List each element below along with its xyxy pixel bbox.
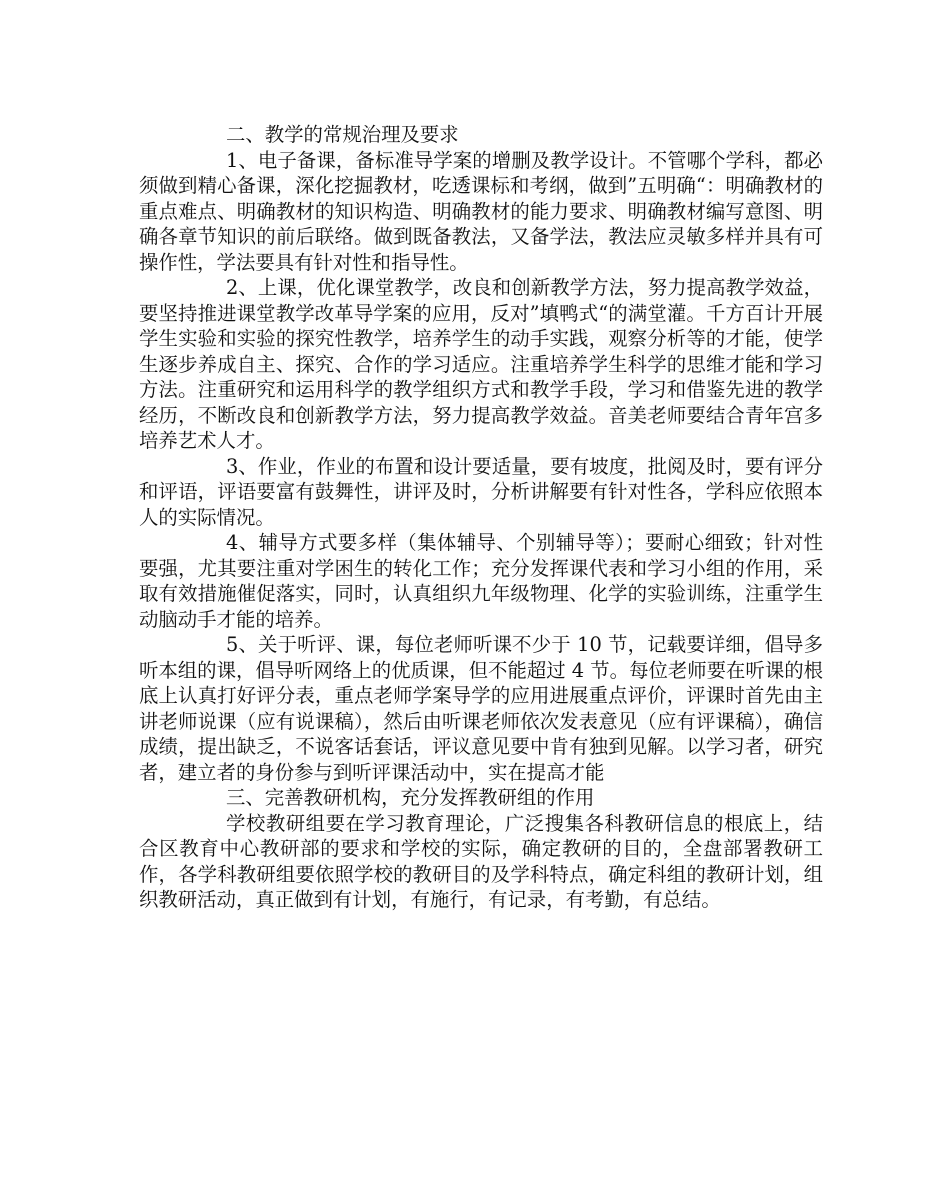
paragraph-classroom-teaching: 2、上课，优化课堂教学，改良和创新教学方法，努力提高教学效益，要坚持推进课堂教学改革导学案的应用，反对”填鸭式“的满堂灌。千方百计开展学生实验和实验的探究性教学，培养学生的动手实践，观察分析等的才能，使学生逐步养成自主、探究、合作的学习适应。注重培养学生科学的思维才能和学习方法。注重研究和运用科学的教学组织方式和教学手段，学习和借鉴先进的教学经历，不断改良和创新教学方法，努力提高教学效益。音美老师要结合青年宫多培养艺术人才。 (139, 276, 823, 452)
document-body (139, 122, 823, 913)
paragraph-tutoring: 4、辅导方式要多样（集体辅导、个别辅导等）；要耐心细致；针对性要强，尤其要注重对学困生的转化工作；充分发挥课代表和学习小组的作用，采取有效措施催促落实，同时，认真组织九年级物理、化学的实验训练，注重学生动脑动手才能的培养。 (139, 531, 823, 631)
paragraph-research-group: 学校教研组要在学习教育理论，广泛搜集各科教研信息的根底上，结合区教育中心教研部的要求和学校的实际，确定教研的目的，全盘部署教研工作，各学科教研组要依照学校的教研目的及学科特点，确定科组的教研计划，组织教研活动，真正做到有计划，有施行，有记录，有考勤，有总结。 (139, 811, 823, 911)
paragraph-lesson-observation: 5、关于听评、课，每位老师听课不少于 10 节，记载要详细，倡导多听本组的课，倡导听网络上的优质课，但不能超过 4 节。每位老师要在听课的根底上认真打好评分表，重点老师学案导学的应用进展重点评价，评课时首先由主讲老师说课（应有说课稿），然后由听课老师依次发表意见（应有评课稿），确信成绩，提出缺乏，不说客话套话，评议意见要中肯有独到见解。以学习者，研究者，建立者的身份参与到听评课活动中，实在提高才能 (139, 633, 823, 784)
paragraph-homework: 3、作业，作业的布置和设计要适量，要有坡度，批阅及时，要有评分和评语，评语要富有鼓舞性，讲评及时，分析讲解要有针对性各，学科应依照本人的实际情况。 (139, 454, 823, 529)
paragraph-lesson-prep: 1、电子备课，备标准导学案的增删及教学设计。不管哪个学科，都必须做到精心备课，深化挖掘教材，吃透课标和考纲，做到”五明确“：明确教材的重点难点、明确教材的知识构造、明确教材的能力要求、明确教材编写意图、明确各章节知识的前后联络。做到既备教法，又备学法，教法应灵敏多样并具有可操作性，学法要具有针对性和指导性。 (139, 148, 823, 274)
section-heading-2: 二、教学的常规治理及要求 (226, 123, 459, 146)
section-heading-3: 三、完善教研机构，充分发挥教研组的作用 (226, 786, 595, 809)
